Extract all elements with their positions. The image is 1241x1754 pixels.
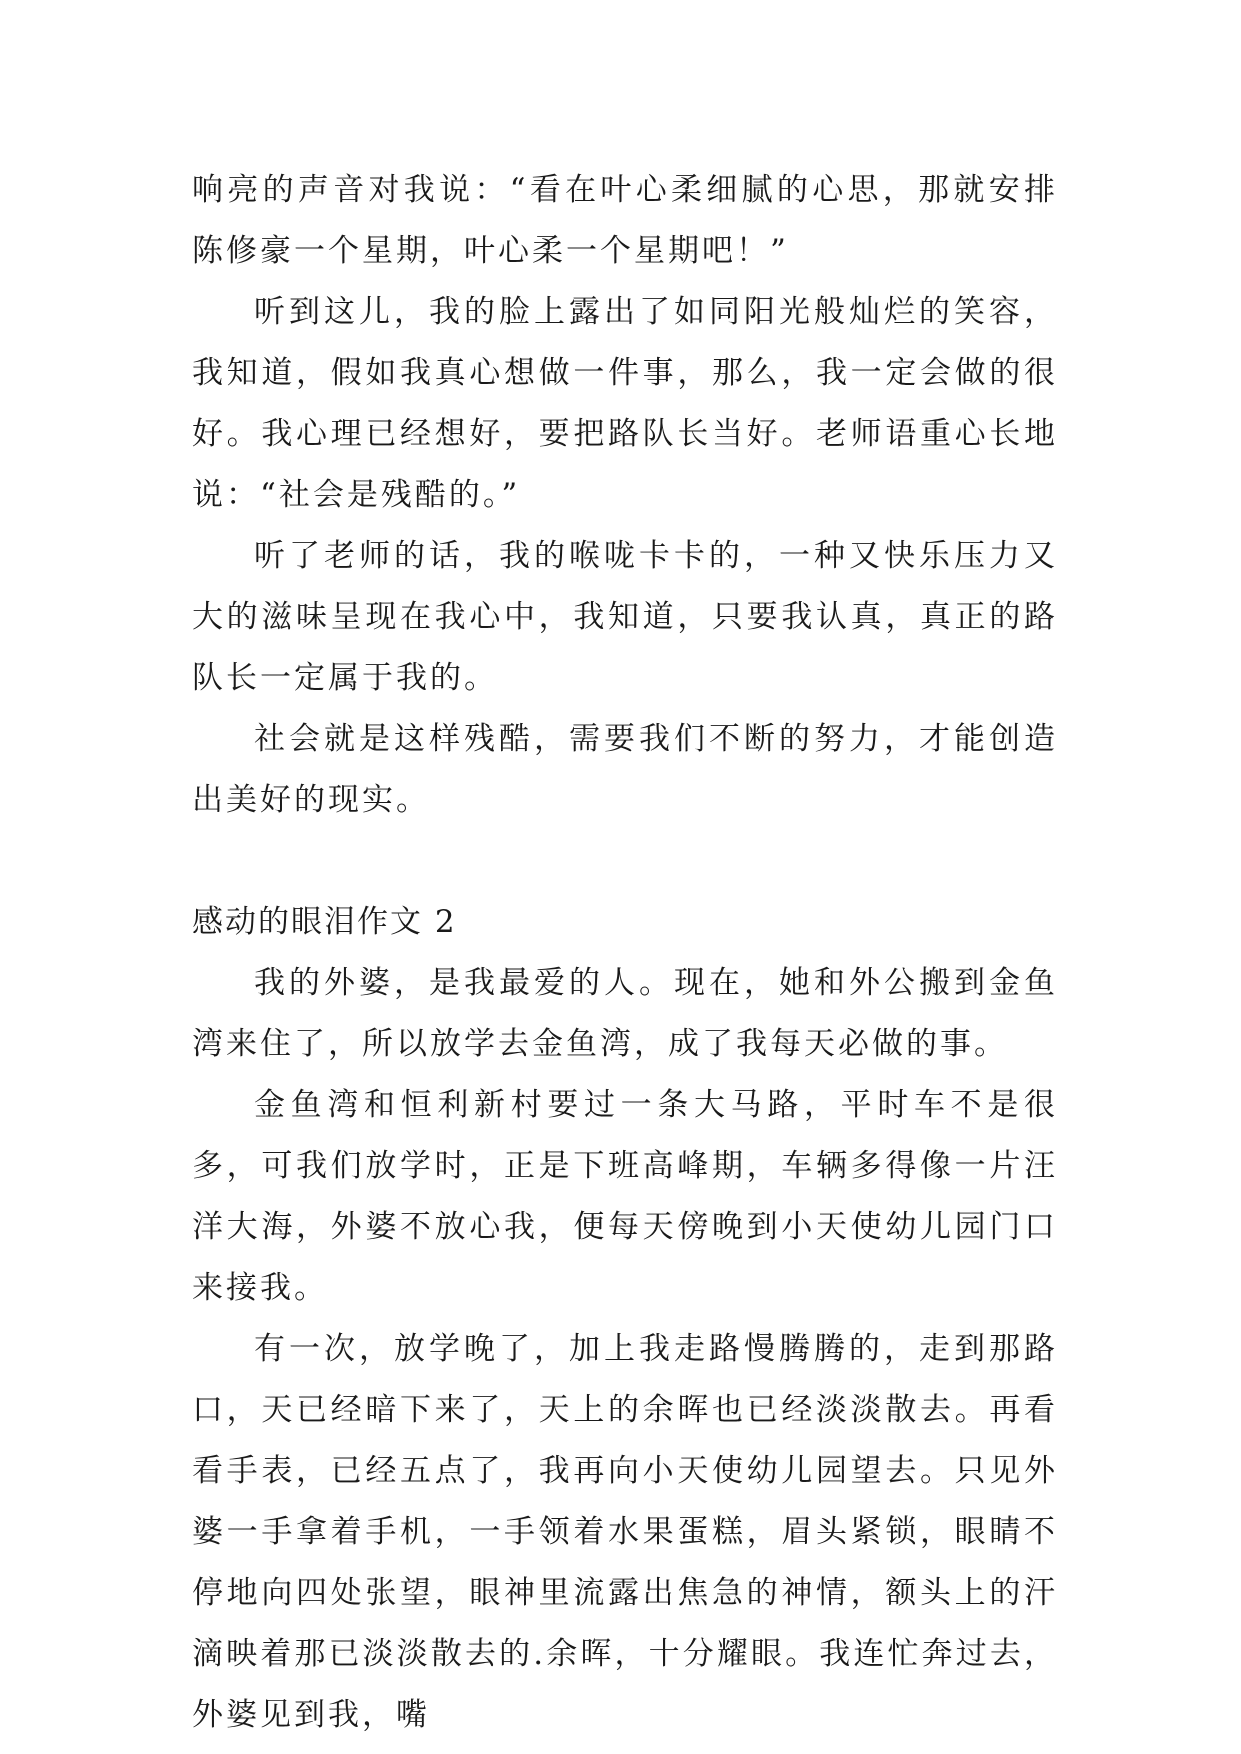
paragraph: 金鱼湾和恒利新村要过一条大马路，平时车不是很多，可我们放学时，正是下班高峰期，车辆多得像一片汪洋大海，外婆不放心我，便每天傍晚到小天使幼儿园门口来接我。 <box>192 1087 1058 1306</box>
document-body <box>192 160 1058 1746</box>
section-title: 感动的眼泪作文 2 <box>192 904 457 940</box>
section-spacer <box>192 831 1058 892</box>
paragraph: 听到这儿，我的脸上露出了如同阳光般灿烂的笑容，我知道，假如我真心想做一件事，那么，我一定会做的很好。我心理已经想好，要把路队长当好。老师语重心长地说：“社会是残酷的。” <box>192 294 1058 513</box>
paragraph: 有一次，放学晚了，加上我走路慢腾腾的，走到那路口，天已经暗下来了，天上的余晖也已经淡淡散去。再看看手表，已经五点了，我再向小天使幼儿园望去。只见外婆一手拿着手机，一手领着水果蛋糕，眉头紧锁，眼睛不停地向四处张望，眼神里流露出焦急的神情，额头上的汗滴映着那已淡淡散去的.余晖，十分耀眼。我连忙奔过去，外婆见到我，嘴 <box>192 1331 1058 1733</box>
paragraph-continued: 响亮的声音对我说：“看在叶心柔细腻的心思，那就安排陈修豪一个星期，叶心柔一个星期吧！” <box>192 172 1058 269</box>
paragraph: 我的外婆，是我最爱的人。现在，她和外公搬到金鱼湾来住了，所以放学去金鱼湾，成了我每天必做的事。 <box>192 965 1058 1062</box>
paragraph: 听了老师的话，我的喉咙卡卡的，一种又快乐压力又大的滋味呈现在我心中，我知道，只要我认真，真正的路队长一定属于我的。 <box>192 538 1058 696</box>
paragraph: 社会就是这样残酷，需要我们不断的努力，才能创造出美好的现实。 <box>192 721 1058 818</box>
